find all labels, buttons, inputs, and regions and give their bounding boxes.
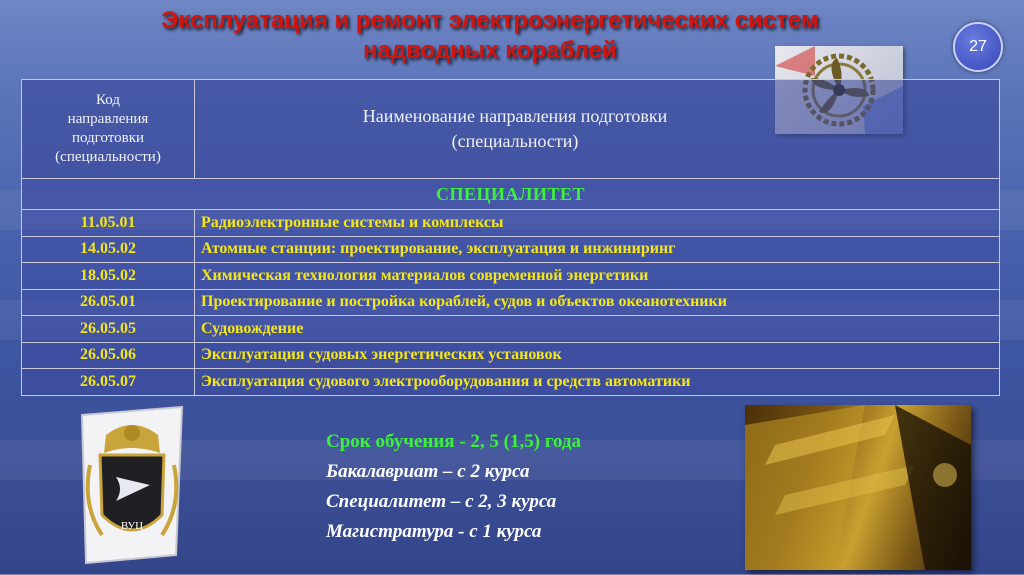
code-cell: 26.05.07 [22, 369, 195, 396]
code-cell: 26.05.01 [22, 289, 195, 316]
page-number-badge: 27 [953, 22, 1003, 72]
table-row [22, 369, 1000, 396]
section-title: СПЕЦИАЛИТЕТ [22, 179, 1000, 210]
specialties-table [21, 79, 1000, 396]
name-cell: Эксплуатация судовых энергетических установок [195, 342, 1000, 369]
table-row [22, 263, 1000, 290]
name-cell: Проектирование и постройка кораблей, судов и объектов океанотехники [195, 289, 1000, 316]
table-row [22, 210, 1000, 237]
table-row [22, 236, 1000, 263]
military-eagle-badge-icon [76, 405, 188, 565]
header-code-cell: Код направления подготовки (специальности) [22, 80, 195, 179]
name-cell: Химическая технология материалов современной энергетики [195, 263, 1000, 290]
name-cell: Радиоэлектронные системы и комплексы [195, 210, 1000, 237]
duration-text: Срок обучения - 2, 5 (1,5) года [326, 431, 582, 452]
code-cell: 18.05.02 [22, 263, 195, 290]
name-cell: Атомные станции: проектирование, эксплуатация и инжиниринг [195, 236, 1000, 263]
master-text: Магистратура - с 1 курса [326, 521, 542, 542]
table-header-row [22, 80, 1000, 179]
table-row [22, 289, 1000, 316]
header-name-cell: Наименование направления подготовки (специальности) [195, 80, 1000, 179]
code-cell: 11.05.01 [22, 210, 195, 237]
section-row [22, 179, 1000, 210]
table-row [22, 342, 1000, 369]
badge-text: ВУЦ [120, 520, 144, 532]
study-info [326, 427, 581, 547]
table-row [22, 316, 1000, 343]
epaulette-photo [745, 405, 971, 570]
name-cell: Эксплуатация судового электрооборудования и средств автоматики [195, 369, 1000, 396]
bachelor-text: Бакалавриат – с 2 курса [326, 461, 530, 482]
name-cell: Судовождение [195, 316, 1000, 343]
slide-title-line2: надводных кораблей [363, 37, 617, 64]
specialist-text: Специалитет – с 2, 3 курса [326, 491, 557, 512]
slide-title-line1: Эксплуатация и ремонт электроэнергетических систем [161, 7, 819, 34]
code-cell: 26.05.06 [22, 342, 195, 369]
slide-title [100, 6, 880, 66]
code-cell: 26.05.05 [22, 316, 195, 343]
code-cell: 14.05.02 [22, 236, 195, 263]
